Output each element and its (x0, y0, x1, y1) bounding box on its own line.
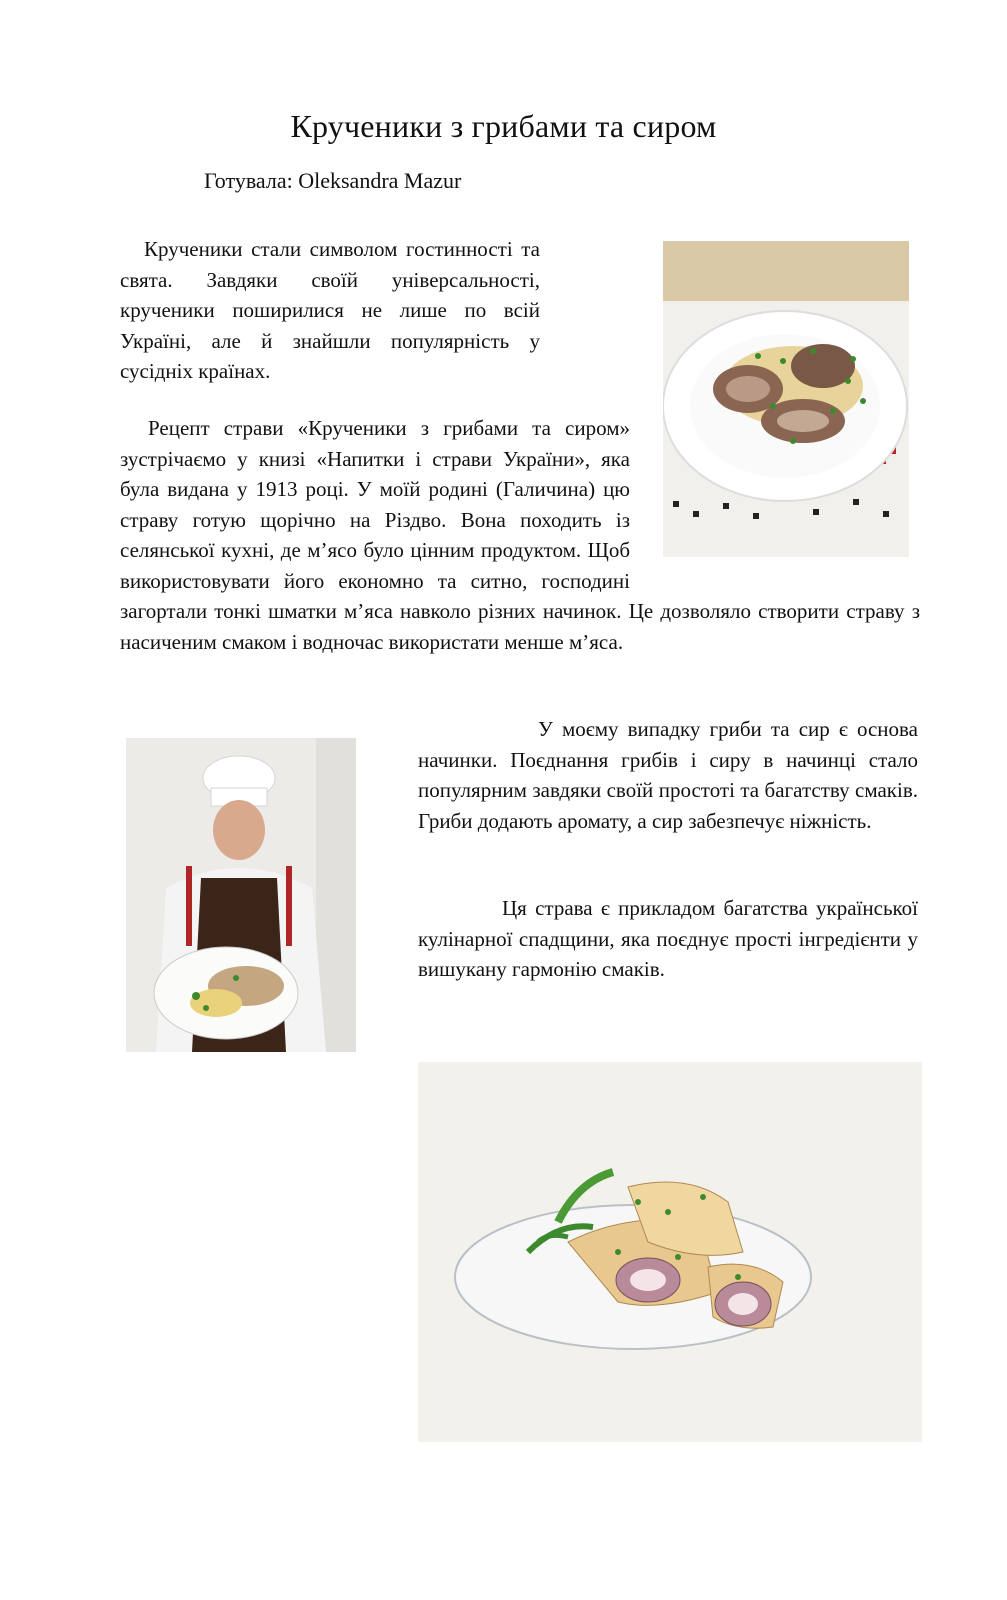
cook-photo (126, 738, 356, 1052)
intro-paragraph: Крученики стали символом гостинності та свята. Завдяки своїй універсальності, крученики поширилися не лише по всій Україні, але й знайшли популярність у сусідніх країнах. (120, 237, 540, 383)
recipe-title: Крученики з грибами та сиром (290, 108, 717, 144)
dish-photo (663, 241, 909, 557)
filling-paragraph: У моєму випадку гриби та сир є основа начинки. Поєднання грибів і сиру в начинці стало популярним завдяки своїй простоті та багатству смаків. Гриби додають аромату, а сир забезпечує ніжність. (418, 717, 918, 833)
author-line: Готувала: Oleksandra Mazur (204, 168, 462, 193)
heritage-paragraph: Ця страва є прикладом багатства української кулінарної спадщини, яка поєднує прості інгредієнти у вишукану гармонію смаків. (418, 896, 918, 981)
history-paragraph-text: Рецепт страви «Крученики з грибами та сиром» зустрічаємо у книзі «Напитки і страви України», яка була видана у 1913 році. У моїй родині (Галичина) цю страву готую щорічно на Різдво. Вона походить із селянської кухні, де м’ясо було цінним продуктом. Щоб використовувати його економно та ситно, господині загортали тонкі шматки м’яса навколо різних начинок. Це дозволяло створити страву з насиченим смаком і водночас використати менше м’яса. (120, 416, 920, 654)
watercolor-painting (418, 1062, 922, 1442)
